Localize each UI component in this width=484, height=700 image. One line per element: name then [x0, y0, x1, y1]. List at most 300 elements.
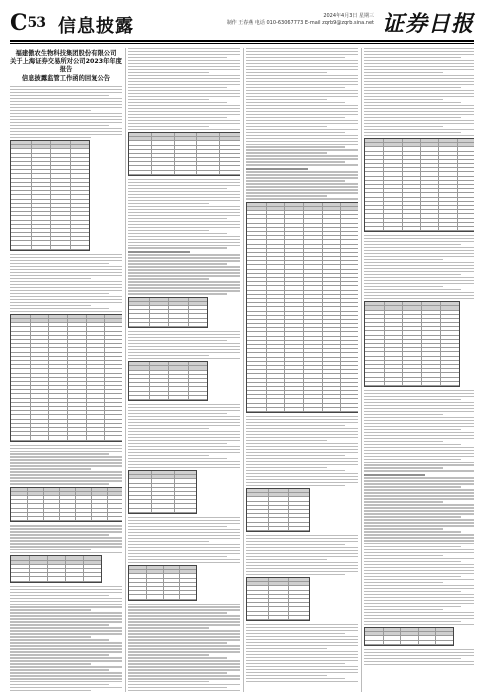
text-line: [246, 630, 358, 631]
text-line: [128, 278, 209, 279]
text-line: [364, 426, 474, 427]
text-line: [246, 416, 358, 417]
text-line: [364, 664, 474, 665]
text-line: [246, 186, 358, 187]
text-line: [10, 552, 122, 553]
text-line: [364, 492, 474, 493]
text-line: [246, 123, 358, 124]
text-line: [10, 630, 122, 631]
text-line: [128, 352, 240, 353]
text-line: [364, 603, 474, 604]
text-line: [128, 54, 240, 55]
text-line: [128, 615, 240, 616]
text-line: [10, 601, 122, 602]
masthead-rule-thin: [10, 43, 474, 44]
text-line: [128, 434, 240, 435]
text-line: [10, 293, 109, 294]
text-line: [128, 123, 240, 124]
text-line: [364, 552, 474, 553]
text-line: [364, 498, 474, 499]
text-line: [364, 268, 474, 269]
text-line: [364, 477, 474, 478]
text-line: [10, 125, 109, 126]
text-line: [246, 657, 358, 658]
text-line: [246, 428, 358, 429]
text-line: [10, 666, 122, 667]
text-line: [128, 269, 240, 270]
data-table: [10, 140, 90, 251]
text-line: [364, 570, 474, 571]
text-line: [128, 443, 227, 444]
text-line: [364, 63, 474, 64]
text-line: [246, 666, 358, 667]
text-line: [364, 513, 474, 514]
text-line: [10, 107, 122, 108]
text-line: [10, 459, 122, 460]
text-line: [364, 99, 443, 100]
text-line: [246, 105, 358, 106]
text-line: [128, 209, 240, 210]
text-line: [246, 645, 358, 646]
text-line: [364, 81, 474, 82]
text-line: [10, 281, 122, 282]
text-line: [10, 684, 109, 685]
text-line: [128, 416, 240, 417]
text-line: [128, 72, 209, 73]
text-line: [246, 568, 358, 569]
text-line: [246, 636, 358, 637]
text-line: [128, 188, 227, 189]
text-line: [128, 627, 209, 628]
text-line: [246, 455, 345, 456]
text-line: [364, 120, 474, 121]
text-line: [128, 358, 240, 359]
text-line: [246, 675, 327, 676]
text-line: [128, 535, 240, 536]
text-line: [246, 559, 327, 560]
text-line: [246, 535, 358, 536]
text-line: [10, 474, 122, 475]
text-line: [246, 87, 345, 88]
text-line: [364, 429, 461, 430]
text-line: [364, 414, 443, 415]
text-line: [128, 337, 240, 338]
data-table: [246, 577, 310, 621]
text-line: [246, 639, 358, 640]
text-line: [364, 390, 474, 391]
text-line: [246, 72, 327, 73]
text-line: [128, 230, 209, 231]
text-line: [128, 179, 240, 180]
table-row: [247, 527, 309, 531]
text-line: [128, 455, 209, 456]
text-line: [246, 458, 358, 459]
text-line: [128, 517, 240, 518]
data-table: [128, 132, 240, 176]
text-line: [246, 141, 358, 142]
subheading: [364, 474, 425, 476]
text-line: [364, 655, 474, 656]
text-block: [364, 477, 474, 625]
column-3: [246, 48, 358, 692]
text-line: [246, 164, 358, 165]
text-line: [128, 81, 240, 82]
text-line: [10, 639, 109, 640]
text-line: [364, 72, 443, 73]
text-line: [128, 687, 227, 688]
text-line: [246, 84, 358, 85]
text-line: [246, 198, 358, 199]
text-line: [246, 149, 358, 150]
column-divider: [361, 48, 362, 692]
text-line: [246, 663, 345, 664]
text-line: [364, 459, 461, 460]
section-title: 信息披露: [58, 16, 134, 37]
text-line: [364, 576, 461, 577]
text-line: [128, 410, 240, 411]
text-block: [364, 649, 474, 665]
text-line: [246, 476, 358, 477]
text-line: [246, 189, 358, 190]
text-line: [246, 90, 358, 91]
text-line: [364, 649, 474, 650]
text-line: [10, 445, 122, 446]
text-block: [364, 48, 474, 136]
text-line: [128, 120, 240, 121]
text-line: [246, 562, 358, 563]
text-line: [10, 116, 122, 117]
text-line: [364, 87, 461, 88]
text-line: [364, 253, 474, 254]
text-line: [128, 672, 227, 673]
text-line: [364, 298, 474, 299]
text-line: [128, 407, 240, 408]
text-line: [364, 453, 474, 454]
text-line: [364, 573, 474, 574]
text-line: [364, 271, 474, 272]
text-line: [246, 464, 358, 465]
text-line: [364, 432, 474, 433]
text-line: [364, 57, 461, 58]
text-line: [246, 541, 358, 542]
text-line: [10, 95, 109, 96]
text-line: [128, 224, 240, 225]
text-line: [10, 612, 122, 613]
text-line: [128, 257, 240, 258]
text-line: [128, 215, 240, 216]
text-line: [246, 183, 358, 184]
text-line: [246, 129, 358, 130]
text-line: [364, 417, 474, 418]
text-line: [364, 292, 474, 293]
text-line: [246, 443, 358, 444]
data-table: [364, 627, 454, 646]
text-line: [364, 238, 474, 239]
text-line: [10, 636, 91, 637]
text-line: [10, 260, 122, 261]
text-line: [364, 402, 474, 403]
text-line: [128, 675, 240, 676]
text-line: [10, 477, 122, 478]
text-line: [128, 449, 240, 450]
text-line: [128, 437, 240, 438]
text-line: [128, 346, 240, 347]
text-line: [246, 161, 345, 162]
text-line: [128, 645, 240, 646]
text-line: [246, 437, 358, 438]
text-line: [246, 556, 358, 557]
text-line: [10, 305, 91, 306]
table-row: [129, 509, 196, 513]
text-line: [364, 507, 474, 508]
text-line: [364, 441, 443, 442]
text-line: [128, 559, 240, 560]
text-line: [246, 446, 358, 447]
text-line: [246, 669, 358, 670]
text-line: [128, 636, 240, 637]
text-line: [128, 404, 240, 405]
text-line: [364, 51, 474, 52]
data-table: [246, 202, 358, 413]
text-line: [128, 690, 240, 691]
text-line: [128, 440, 240, 441]
text-line: [364, 555, 443, 556]
text-line: [364, 393, 474, 394]
text-line: [246, 120, 358, 121]
text-line: [364, 525, 474, 526]
text-line: [246, 648, 327, 649]
text-line: [364, 447, 474, 448]
contact-line: 制作 王春燕 电话 010-63067773 E-mail zqrb9@zqrb.sina.net: [226, 20, 374, 26]
text-line: [364, 450, 474, 451]
text-line: [128, 236, 240, 237]
text-line: [364, 280, 474, 281]
text-line: [364, 66, 474, 67]
text-line: [10, 453, 109, 454]
text-line: [128, 227, 240, 228]
text-line: [128, 191, 240, 192]
text-line: [10, 119, 122, 120]
text-line: [364, 495, 474, 496]
text-line: [128, 242, 240, 243]
text-line: [10, 98, 122, 99]
text-line: [364, 274, 461, 275]
column-2: [128, 48, 240, 692]
headline-line: 信息披露监管工作函的回复公告: [21, 74, 111, 82]
text-line: [246, 482, 358, 483]
text-line: [364, 467, 443, 468]
table-row: [11, 577, 101, 581]
text-line: [364, 534, 474, 535]
text-line: [364, 295, 474, 296]
dateline: [227, 13, 374, 27]
text-line: [10, 254, 122, 255]
text-line: [246, 449, 358, 450]
text-line: [10, 549, 91, 550]
text-line: [128, 612, 227, 613]
page-code: [10, 12, 45, 34]
text-line: [246, 117, 345, 118]
column-4: [364, 48, 474, 692]
text-line: [246, 135, 358, 136]
text-line: [128, 639, 240, 640]
text-line: [10, 299, 122, 300]
text-line: [128, 340, 227, 341]
text-line: [364, 561, 461, 562]
text-line: [10, 269, 122, 270]
text-line: [246, 461, 358, 462]
text-line: [10, 531, 122, 532]
text-line: [364, 661, 474, 662]
text-line: [364, 256, 474, 257]
text-line: [128, 129, 240, 130]
data-table: [364, 138, 474, 232]
text-line: [364, 519, 474, 520]
text-line: [10, 606, 122, 607]
text-line: [128, 526, 227, 527]
text-line: [246, 422, 358, 423]
text-line: [10, 528, 122, 529]
text-line: [246, 434, 358, 435]
text-line: [128, 57, 227, 58]
text-line: [128, 194, 240, 195]
text-line: [10, 546, 122, 547]
text-line: [10, 480, 122, 481]
text-line: [246, 627, 358, 628]
headline-line: 关于上海证券交易所对公司2023年年度报告: [10, 58, 122, 74]
text-line: [128, 547, 240, 548]
text-line: [10, 687, 122, 688]
text-line: [128, 334, 240, 335]
text-line: [246, 547, 358, 548]
text-line: [10, 278, 91, 279]
text-line: [364, 411, 474, 412]
text-line: [10, 651, 122, 652]
text-block: [128, 604, 240, 693]
text-line: [364, 265, 474, 266]
text-block: [364, 390, 474, 472]
text-line: [246, 473, 358, 474]
text-line: [10, 287, 122, 288]
text-block: [128, 48, 240, 130]
text-line: [246, 195, 327, 196]
text-line: [10, 290, 122, 291]
text-line: [246, 565, 358, 566]
text-line: [10, 681, 122, 682]
column-divider: [125, 48, 126, 692]
text-line: [364, 241, 474, 242]
masthead: [0, 0, 484, 44]
text-line: [128, 218, 227, 219]
text-line: [128, 684, 240, 685]
text-line: [10, 678, 122, 679]
text-line: [10, 618, 122, 619]
text-line: [128, 544, 240, 545]
text-line: [246, 485, 345, 486]
text-line: [128, 284, 240, 285]
text-line: [246, 574, 345, 575]
text-line: [246, 60, 358, 61]
text-line: [128, 529, 240, 530]
text-line: [364, 247, 474, 248]
text-line: [128, 260, 240, 261]
text-line: [10, 642, 122, 643]
text-line: [246, 75, 358, 76]
text-line: [128, 233, 227, 234]
text-line: [364, 462, 474, 463]
text-line: [246, 177, 358, 178]
text-block: [246, 48, 358, 166]
text-line: [364, 537, 474, 538]
text-line: [10, 104, 122, 105]
text-line: [10, 302, 122, 303]
text-line: [128, 96, 240, 97]
data-table: [128, 361, 208, 401]
text-line: [128, 464, 240, 465]
text-line: [128, 108, 240, 109]
text-line: [128, 520, 240, 521]
text-line: [128, 651, 240, 652]
text-line: [364, 420, 474, 421]
table-row: [247, 616, 309, 620]
text-line: [364, 600, 474, 601]
text-line: [364, 262, 474, 263]
text-line: [246, 425, 345, 426]
text-line: [128, 185, 240, 186]
text-line: [10, 609, 91, 610]
text-line: [246, 452, 358, 453]
text-line: [128, 666, 240, 667]
text-line: [364, 540, 474, 541]
text-line: [246, 111, 358, 112]
text-line: [128, 553, 240, 554]
text-line: [128, 272, 240, 273]
text-line: [246, 66, 358, 67]
text-line: [128, 458, 227, 459]
text-block: [128, 517, 240, 563]
data-table: [246, 488, 310, 532]
text-line: [364, 277, 474, 278]
text-line: [364, 48, 474, 49]
text-line: [10, 604, 122, 605]
text-line: [10, 122, 122, 123]
text-line: [246, 155, 358, 156]
text-line: [128, 87, 227, 88]
text-line: [364, 615, 474, 616]
text-line: [128, 606, 240, 607]
text-line: [364, 652, 474, 653]
text-line: [128, 660, 240, 661]
text-line: [10, 589, 122, 590]
text-line: [128, 618, 240, 619]
page-number: 53: [27, 15, 45, 31]
text-line: [128, 114, 240, 115]
text-line: [10, 456, 122, 457]
text-line: [246, 470, 345, 471]
page-letter: C: [10, 10, 27, 36]
text-line: [246, 78, 358, 79]
text-line: [364, 528, 443, 529]
text-line: [364, 102, 461, 103]
text-line: [246, 63, 358, 64]
text-line: [128, 431, 240, 432]
text-line: [246, 419, 358, 420]
text-line: [364, 438, 474, 439]
newspaper-body: [10, 48, 474, 692]
text-block: [128, 331, 240, 359]
text-line: [10, 134, 122, 135]
text-line: [10, 110, 91, 111]
